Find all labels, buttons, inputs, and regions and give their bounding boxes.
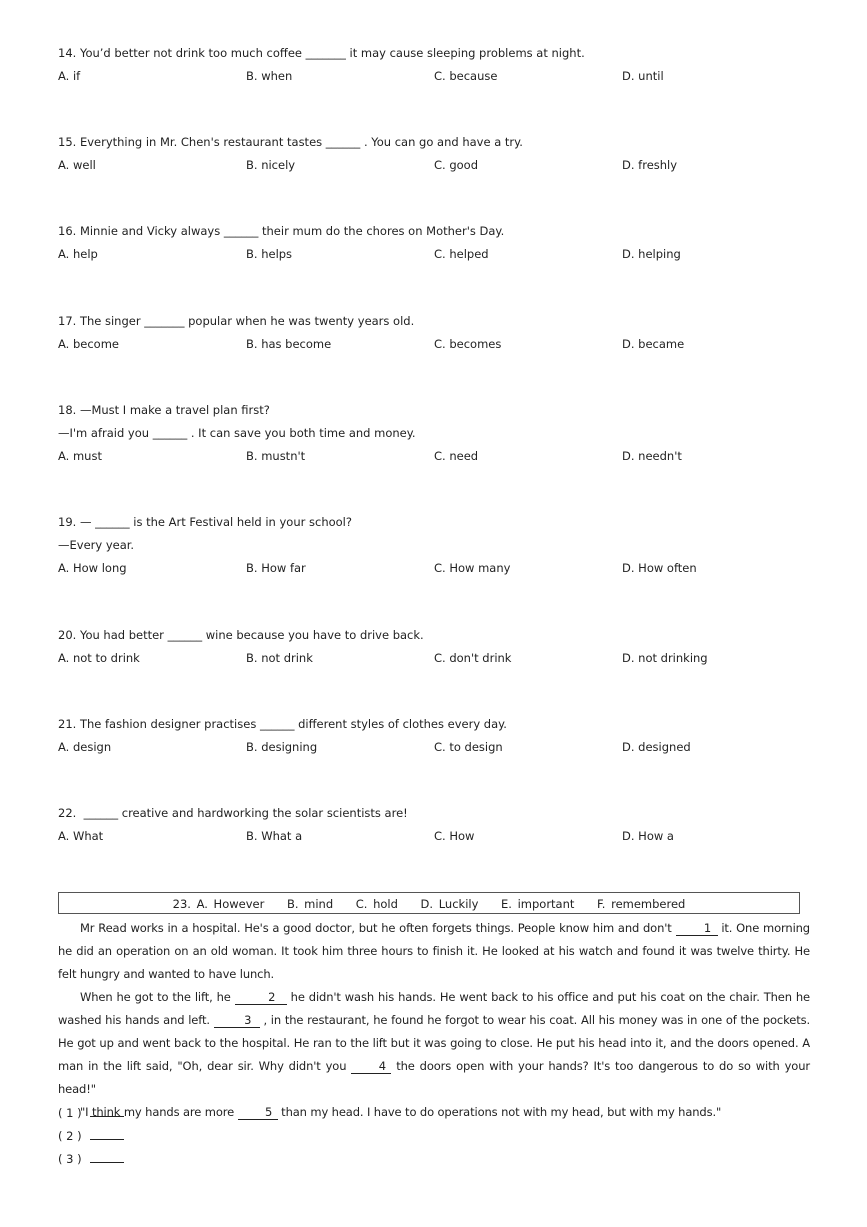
option-d[interactable]: D. helping [622,247,681,261]
answer-label: ( 3 ) [58,1152,82,1166]
answer-line-3 [58,1148,124,1171]
question-17 [58,310,818,356]
passage-text: the doors open with your hands? It's too dangerous to do so with your head!" [58,1059,810,1096]
option-c[interactable]: C. because [434,69,498,83]
option-c[interactable]: C. to design [434,740,503,754]
passage-text: he didn't wash his hands. He went back to his office and put his coat on the chair. Then he washed his hands and left. [58,990,810,1027]
blank-1: 1 [676,921,718,936]
answer-lines [58,1102,124,1171]
options-row [58,333,818,356]
option-b[interactable]: B. mustn't [246,449,306,463]
question-stem-line-2: —Every year. [58,538,135,552]
option-d[interactable]: D. became [622,337,685,351]
question-18 [58,399,818,468]
option-d[interactable]: D. How a [622,829,674,843]
options-row [58,65,818,88]
option-b[interactable]: B. How far [246,561,306,575]
passage-text: it. One morning he did an operation on an old woman. It took him three hours to finish it. He looked at his watch and found it was twelve thirty. He felt hungry and wanted to have lunch. [58,921,810,981]
passage-text: When he got to the lift, he [80,990,235,1004]
question-20 [58,624,818,670]
option-a[interactable]: A. if [58,69,81,83]
options-row [58,243,818,266]
option-d[interactable]: D. freshly [622,158,678,172]
question-stem: 19. — ______ is the Art Festival held in your school? [58,515,352,529]
option-a[interactable]: A. become [58,337,119,351]
option-d[interactable]: D. How often [622,561,697,575]
question-stem: 20. You had better ______ wine because you have to drive back. [58,628,424,642]
passage-text: , in the restaurant, he found he forgot to wear his coat. All his money was in one of the pockets. He got up and went back to the hospital. He ran to the lift but it was going to close. He put his head into it, and the doors opened. A man in the lift said, "Oh, dear sir. Why didn't you [58,1013,810,1073]
answer-input-1[interactable] [90,1104,124,1117]
question-15 [58,131,818,177]
option-a[interactable]: A. How long [58,561,127,575]
question-stem: 14. You’d better not drink too much coffee _______ it may cause sleeping problems at night. [58,46,585,60]
option-c[interactable]: C. helped [434,247,489,261]
option-b[interactable]: B. not drink [246,651,313,665]
passage-paragraph-2 [58,986,810,1101]
option-a[interactable]: A. not to drink [58,651,140,665]
options-row [58,445,818,468]
question-stem: 22. ______ creative and hardworking the solar scientists are! [58,806,408,820]
passage-text: Mr Read works in a hospital. He's a good doctor, but he often forgets things. People know him and don't [80,921,676,935]
answer-input-3[interactable] [90,1150,124,1163]
answer-label: ( 2 ) [58,1129,82,1143]
options-row [58,557,818,580]
question-16 [58,220,818,266]
cloze-passage [58,917,810,1124]
options-row [58,154,818,177]
option-d[interactable]: D. until [622,69,664,83]
option-c[interactable]: C. good [434,158,479,172]
blank-5: 5 [238,1105,278,1120]
question-14 [58,42,818,88]
option-c[interactable]: C. don't drink [434,651,512,665]
option-a[interactable]: A. must [58,449,102,463]
option-c[interactable]: C. need [434,449,479,463]
option-d[interactable]: D. not drinking [622,651,708,665]
question-stem: 15. Everything in Mr. Chen's restaurant tastes ______ . You can go and have a try. [58,135,523,149]
blank-3: 3 [214,1013,260,1028]
answer-line-1 [58,1102,124,1125]
blank-4: 4 [351,1059,391,1074]
option-c[interactable]: C. How [434,829,475,843]
answer-line-2 [58,1125,124,1148]
question-stem-line-2: —I'm afraid you ______ . It can save you both time and money. [58,426,416,440]
option-b[interactable]: B. nicely [246,158,296,172]
question-stem: 17. The singer _______ popular when he was twenty years old. [58,314,415,328]
answer-input-2[interactable] [90,1127,124,1140]
option-b[interactable]: B. when [246,69,293,83]
option-b[interactable]: B. What a [246,829,303,843]
passage-text: "I think my hands are more [80,1105,238,1119]
answer-label: ( 1 ) [58,1106,82,1120]
options-row [58,647,818,670]
passage-paragraph-3 [58,1101,810,1124]
options-row [58,825,818,848]
option-c[interactable]: C. becomes [434,337,502,351]
option-a[interactable]: A. What [58,829,104,843]
options-row [58,736,818,759]
question-stem: 16. Minnie and Vicky always ______ their mum do the chores on Mother's Day. [58,224,505,238]
option-a[interactable]: A. design [58,740,112,754]
option-b[interactable]: B. has become [246,337,332,351]
option-a[interactable]: A. help [58,247,98,261]
option-a[interactable]: A. well [58,158,96,172]
passage-paragraph-1 [58,917,810,986]
option-d[interactable]: D. designed [622,740,691,754]
blank-2: 2 [235,990,287,1005]
word-bank-box: 23. A. However B. mind C. hold D. Luckily E. important F. remembered [58,892,800,914]
option-c[interactable]: C. How many [434,561,511,575]
passage-text: than my head. I have to do operations not with my head, but with my hands." [277,1105,722,1119]
option-d[interactable]: D. needn't [622,449,682,463]
question-22 [58,802,818,848]
option-b[interactable]: B. designing [246,740,318,754]
question-19 [58,511,818,580]
option-b[interactable]: B. helps [246,247,293,261]
question-stem: 21. The fashion designer practises ______ different styles of clothes every day. [58,717,507,731]
question-21 [58,713,818,759]
question-stem: 18. —Must I make a travel plan first? [58,403,270,417]
